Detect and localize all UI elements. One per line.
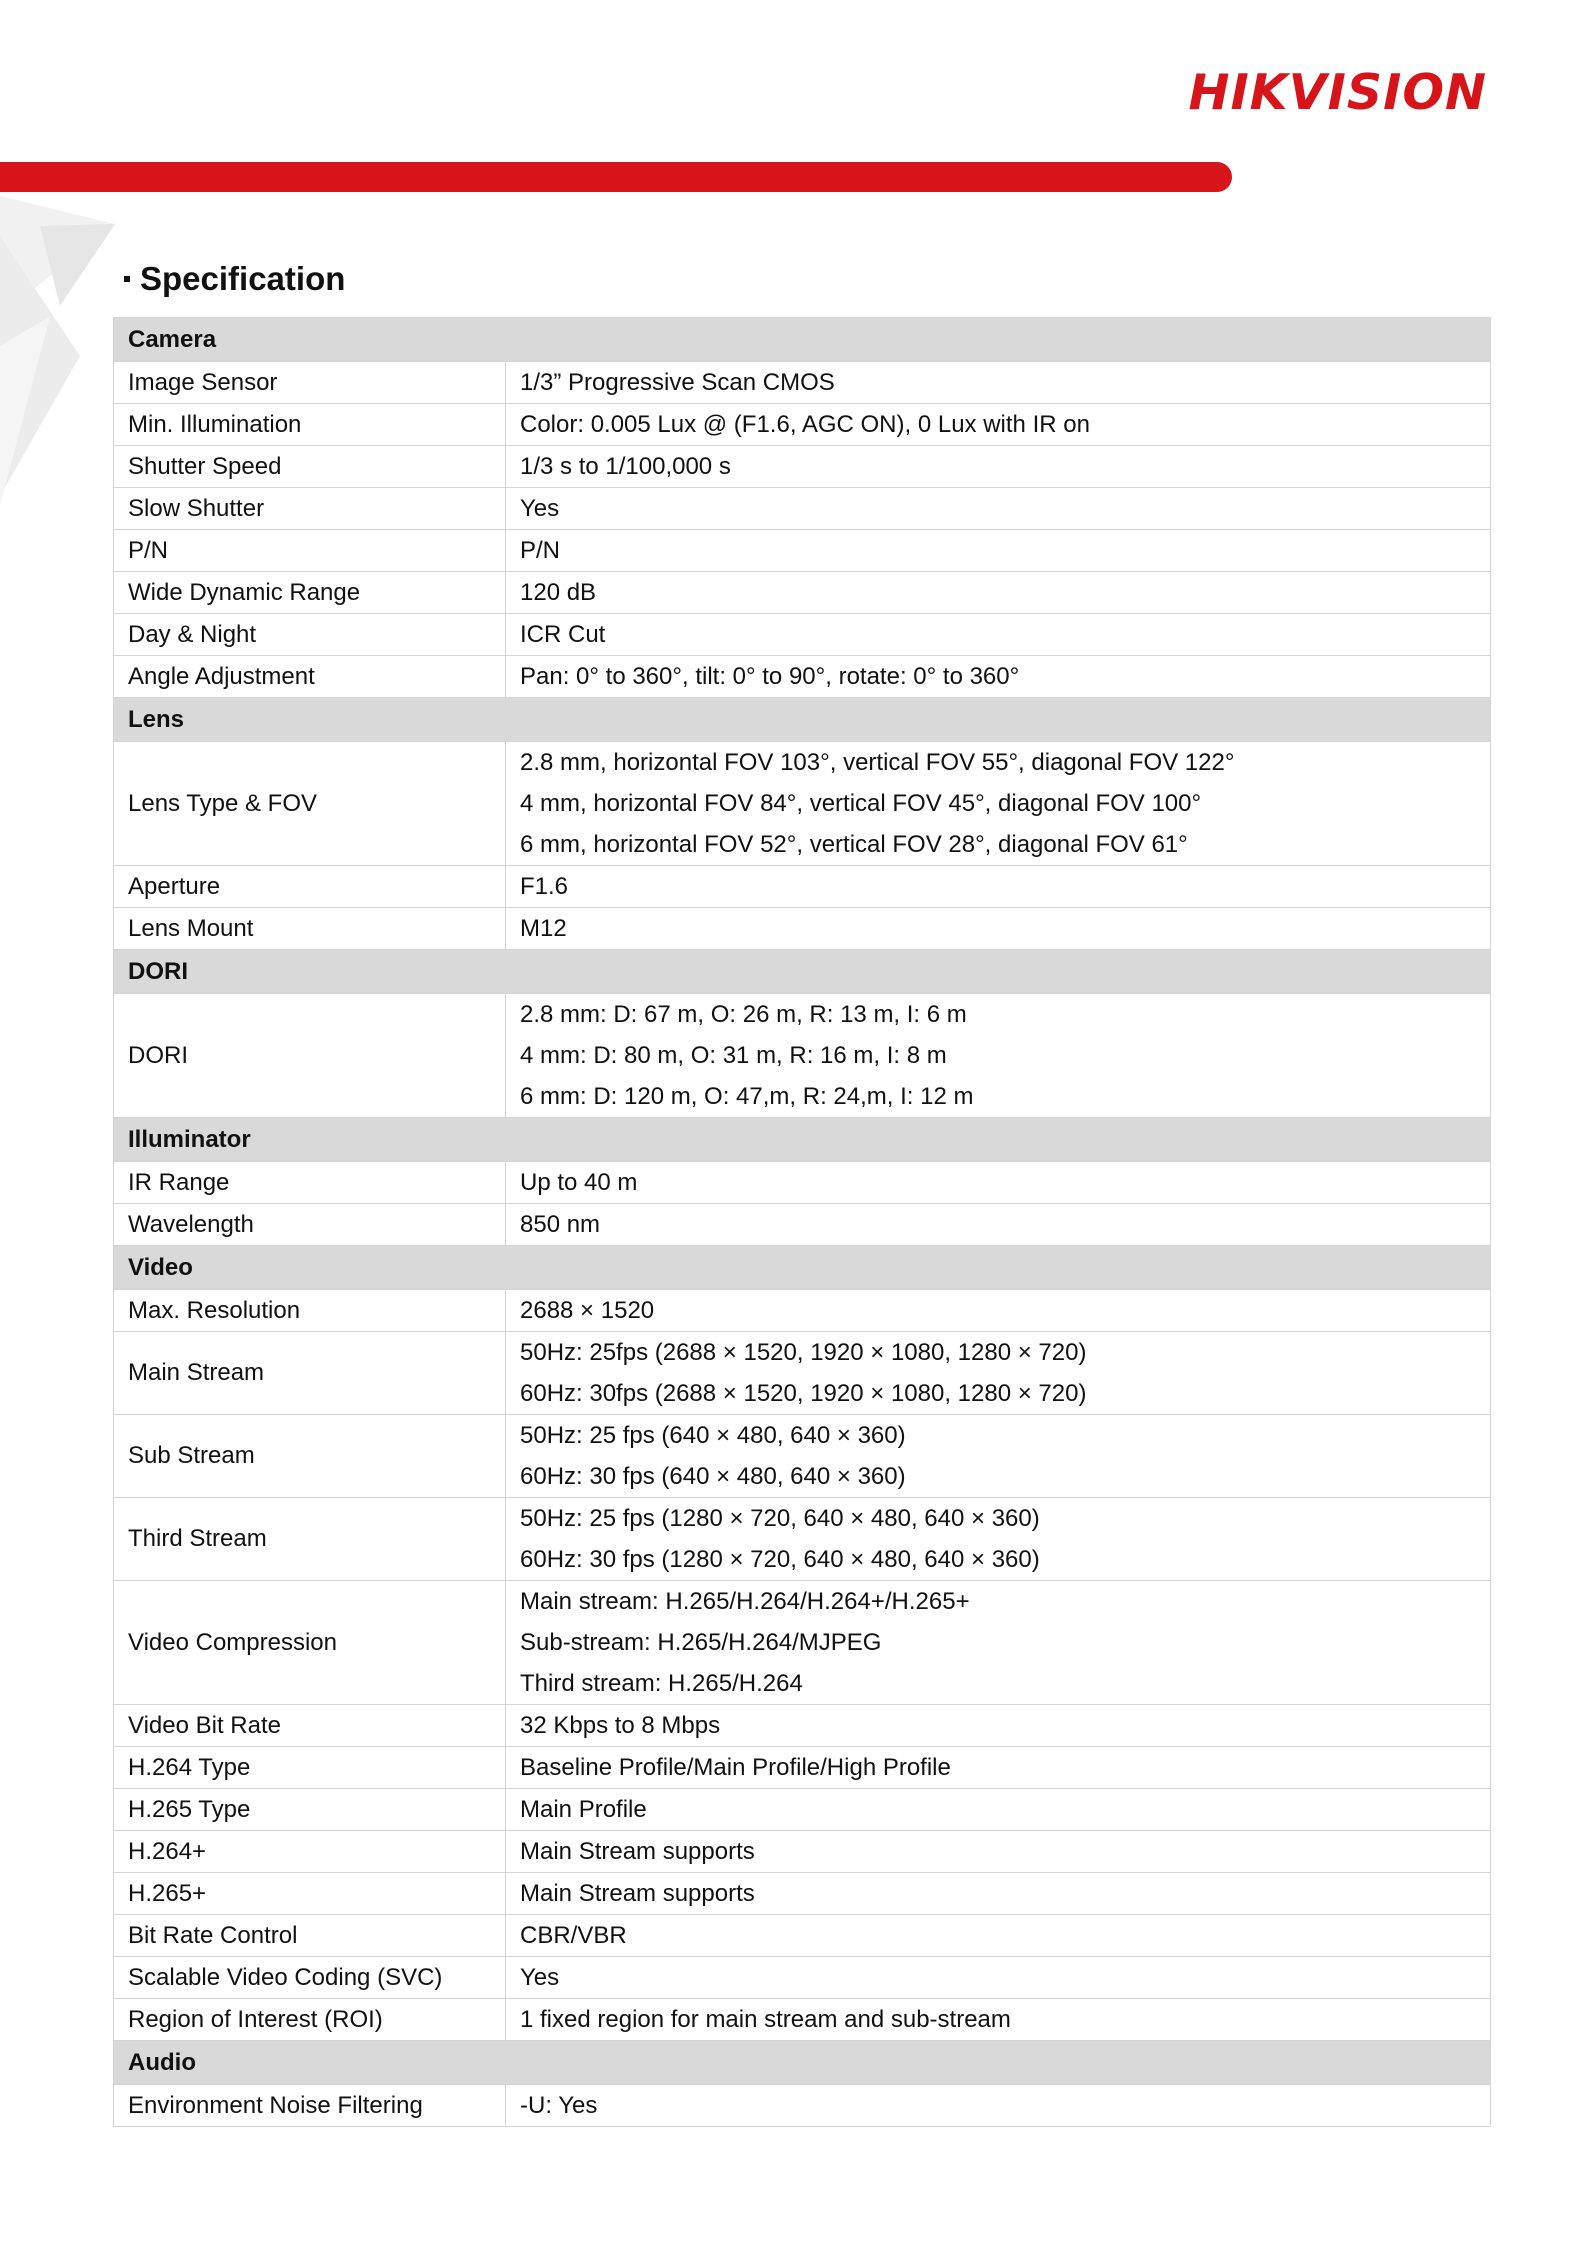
value-line: Main stream: H.265/H.264/H.264+/H.265+ <box>520 1588 970 1615</box>
spec-label: Lens Type & FOV <box>114 742 506 866</box>
spec-label: Video Bit Rate <box>114 1705 506 1747</box>
table-row <box>114 614 1491 656</box>
spec-label: DORI <box>114 994 506 1118</box>
section-title: Audio <box>114 2041 1491 2085</box>
spec-label: Scalable Video Coding (SVC) <box>114 1957 506 1999</box>
table-row <box>114 2085 1491 2127</box>
page-title: Specification <box>124 260 345 298</box>
table-row <box>114 572 1491 614</box>
table-row <box>114 362 1491 404</box>
table-row <box>114 404 1491 446</box>
spec-value: 1/3 s to 1/100,000 s <box>506 446 1491 488</box>
table-row <box>114 994 1491 1118</box>
spec-label: Angle Adjustment <box>114 656 506 698</box>
spec-value: -U: Yes <box>506 2085 1491 2127</box>
value-line: Sub-stream: H.265/H.264/MJPEG <box>520 1629 882 1656</box>
value-line: 2.8 mm: D: 67 m, O: 26 m, R: 13 m, I: 6 m <box>520 1001 967 1028</box>
spec-label: Third Stream <box>114 1498 506 1581</box>
table-row <box>114 488 1491 530</box>
section-title: Camera <box>114 318 1491 362</box>
table-row <box>114 1498 1491 1581</box>
value-line: 60Hz: 30 fps (1280 × 720, 640 × 480, 640 × 360) <box>520 1546 1040 1573</box>
spec-label: Region of Interest (ROI) <box>114 1999 506 2041</box>
table-row <box>114 1581 1491 1705</box>
spec-value-multiline <box>506 1415 1491 1498</box>
spec-label: Sub Stream <box>114 1415 506 1498</box>
decorative-triangles <box>0 196 120 516</box>
value-line: 60Hz: 30 fps (640 × 480, 640 × 360) <box>520 1463 906 1490</box>
section-title: Video <box>114 1246 1491 1290</box>
table-row <box>114 656 1491 698</box>
value-line: 60Hz: 30fps (2688 × 1520, 1920 × 1080, 1280 × 720) <box>520 1380 1087 1407</box>
table-row <box>114 1705 1491 1747</box>
value-line: 4 mm: D: 80 m, O: 31 m, R: 16 m, I: 8 m <box>520 1042 947 1069</box>
spec-label: Slow Shutter <box>114 488 506 530</box>
section-title: Illuminator <box>114 1118 1491 1162</box>
section-title: DORI <box>114 950 1491 994</box>
hikvision-logo: HIKVISION <box>1188 64 1487 121</box>
spec-value: Color: 0.005 Lux @ (F1.6, AGC ON), 0 Lux with IR on <box>506 404 1491 446</box>
spec-label: Day & Night <box>114 614 506 656</box>
section-lens <box>114 698 1491 742</box>
spec-label: Bit Rate Control <box>114 1915 506 1957</box>
header-red-bar <box>0 162 1232 192</box>
value-line: Third stream: H.265/H.264 <box>520 1670 803 1697</box>
spec-value: 850 nm <box>506 1204 1491 1246</box>
spec-label: IR Range <box>114 1162 506 1204</box>
spec-value-multiline <box>506 1498 1491 1581</box>
table-row <box>114 908 1491 950</box>
value-line: 50Hz: 25fps (2688 × 1520, 1920 × 1080, 1280 × 720) <box>520 1339 1087 1366</box>
spec-value: 32 Kbps to 8 Mbps <box>506 1705 1491 1747</box>
spec-value: M12 <box>506 908 1491 950</box>
spec-value-multiline <box>506 742 1491 866</box>
spec-value: Baseline Profile/Main Profile/High Profile <box>506 1747 1491 1789</box>
table-row <box>114 1957 1491 1999</box>
table-row <box>114 1162 1491 1204</box>
spec-label: Video Compression <box>114 1581 506 1705</box>
section-dori <box>114 950 1491 994</box>
spec-value: 1/3” Progressive Scan CMOS <box>506 362 1491 404</box>
spec-value-multiline <box>506 1581 1491 1705</box>
spec-value: Yes <box>506 1957 1491 1999</box>
spec-label: H.265+ <box>114 1873 506 1915</box>
bullet-icon <box>124 276 130 282</box>
spec-label: H.264+ <box>114 1831 506 1873</box>
spec-value: Up to 40 m <box>506 1162 1491 1204</box>
section-video <box>114 1246 1491 1290</box>
value-line: 4 mm, horizontal FOV 84°, vertical FOV 45°, diagonal FOV 100° <box>520 790 1202 817</box>
spec-label: H.265 Type <box>114 1789 506 1831</box>
spec-label: Max. Resolution <box>114 1290 506 1332</box>
spec-value: P/N <box>506 530 1491 572</box>
table-row <box>114 1999 1491 2041</box>
spec-value: Yes <box>506 488 1491 530</box>
table-row <box>114 1332 1491 1415</box>
spec-value: ICR Cut <box>506 614 1491 656</box>
table-row <box>114 866 1491 908</box>
table-row <box>114 1831 1491 1873</box>
table-row <box>114 1290 1491 1332</box>
table-row <box>114 1204 1491 1246</box>
table-row <box>114 1415 1491 1498</box>
value-line: 6 mm, horizontal FOV 52°, vertical FOV 28°, diagonal FOV 61° <box>520 831 1188 858</box>
spec-label: Main Stream <box>114 1332 506 1415</box>
spec-label: Aperture <box>114 866 506 908</box>
section-title: Lens <box>114 698 1491 742</box>
spec-value: 1 fixed region for main stream and sub-stream <box>506 1999 1491 2041</box>
spec-value-multiline <box>506 1332 1491 1415</box>
spec-label: Wide Dynamic Range <box>114 572 506 614</box>
spec-value-multiline <box>506 994 1491 1118</box>
spec-value: 2688 × 1520 <box>506 1290 1491 1332</box>
spec-label: Shutter Speed <box>114 446 506 488</box>
section-audio <box>114 2041 1491 2085</box>
spec-value: Main Profile <box>506 1789 1491 1831</box>
spec-value: Pan: 0° to 360°, tilt: 0° to 90°, rotate: 0° to 360° <box>506 656 1491 698</box>
table-row <box>114 446 1491 488</box>
value-line: 6 mm: D: 120 m, O: 47,m, R: 24,m, I: 12 m <box>520 1083 974 1110</box>
spec-value: 120 dB <box>506 572 1491 614</box>
value-line: 50Hz: 25 fps (1280 × 720, 640 × 480, 640 × 360) <box>520 1505 1040 1532</box>
spec-label: H.264 Type <box>114 1747 506 1789</box>
table-row <box>114 1747 1491 1789</box>
table-row <box>114 1789 1491 1831</box>
spec-value: F1.6 <box>506 866 1491 908</box>
table-row <box>114 530 1491 572</box>
spec-value: CBR/VBR <box>506 1915 1491 1957</box>
spec-value: Main Stream supports <box>506 1873 1491 1915</box>
spec-value: Main Stream supports <box>506 1831 1491 1873</box>
spec-label: Wavelength <box>114 1204 506 1246</box>
value-line: 2.8 mm, horizontal FOV 103°, vertical FOV 55°, diagonal FOV 122° <box>520 749 1235 776</box>
table-row <box>114 1915 1491 1957</box>
spec-label: Lens Mount <box>114 908 506 950</box>
table-row <box>114 1873 1491 1915</box>
specification-table <box>113 317 1491 2127</box>
section-camera <box>114 318 1491 362</box>
spec-label: Image Sensor <box>114 362 506 404</box>
spec-label: Min. Illumination <box>114 404 506 446</box>
section-illuminator <box>114 1118 1491 1162</box>
spec-label: Environment Noise Filtering <box>114 2085 506 2127</box>
table-row <box>114 742 1491 866</box>
spec-label: P/N <box>114 530 506 572</box>
value-line: 50Hz: 25 fps (640 × 480, 640 × 360) <box>520 1422 906 1449</box>
